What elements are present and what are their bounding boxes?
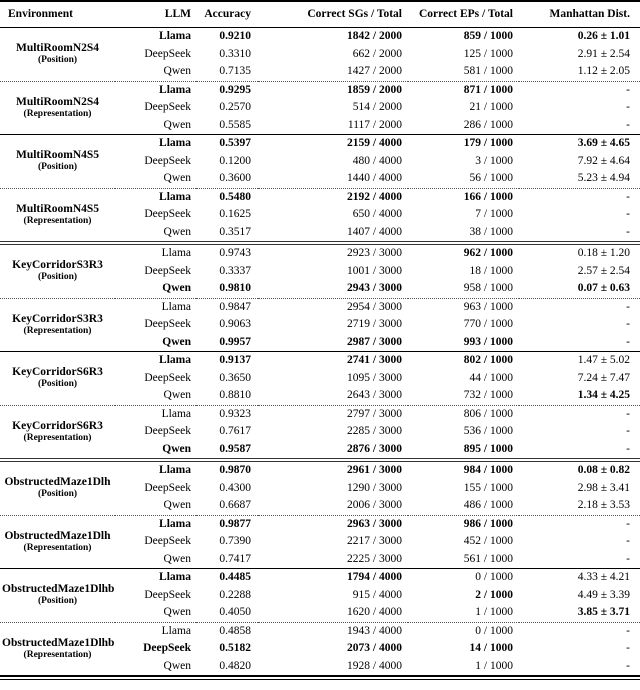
table-row [0, 515, 640, 533]
column-header-environment: Environment [0, 1, 115, 28]
environment-name: MultiRoomN2S4 [15, 95, 100, 108]
llm-cell: Llama [159, 517, 191, 530]
correct-sgs-cell: 2073 / 4000 [347, 642, 402, 654]
accuracy-cell: 0.2570 [219, 101, 251, 113]
correct-eps-cell: 44 / 1000 [469, 371, 513, 384]
correct-eps-cell: 21 / 1000 [469, 101, 513, 113]
llm-cell: Qwen [115, 658, 196, 677]
accuracy-cell: 0.3650 [219, 371, 251, 384]
header-row [0, 1, 640, 28]
correct-eps-cell: 958 / 1000 [408, 280, 519, 298]
correct-eps-cell: 286 / 1000 [408, 117, 519, 135]
environment-variant: (Position) [37, 489, 78, 500]
correct-sgs-cell: 650 / 4000 [352, 208, 402, 220]
manhattan-dist-cell: - [626, 535, 630, 547]
llm-cell: Qwen [115, 224, 196, 244]
manhattan-dist-cell: - [626, 517, 630, 530]
correct-eps-cell: 536 / 1000 [463, 425, 513, 437]
accuracy-cell: 0.9295 [219, 83, 251, 96]
llm-cell: Qwen [115, 63, 196, 81]
llm-cell: Llama [159, 137, 191, 149]
table-row [0, 188, 640, 206]
accuracy-cell: 0.4858 [219, 624, 251, 637]
environment-variant: (Representation) [23, 215, 92, 226]
environment-name: KeyCorridorS6R3 [12, 366, 103, 379]
correct-eps-cell: 38 / 1000 [408, 224, 519, 244]
environment-name: KeyCorridorS6R3 [12, 419, 103, 432]
environment-name: ObstructedMaze1Dlhb [2, 636, 115, 649]
manhattan-dist-cell: - [519, 224, 640, 244]
manhattan-dist-cell: 0.26 ± 1.01 [577, 30, 630, 42]
correct-sgs-cell: 2643 / 3000 [258, 387, 408, 405]
correct-eps-cell: 18 / 1000 [469, 264, 513, 277]
correct-sgs-cell: 1620 / 4000 [258, 604, 408, 622]
correct-sgs-cell: 2923 / 3000 [347, 247, 402, 259]
llm-cell: Qwen [115, 387, 196, 405]
environment-cell [0, 298, 115, 352]
accuracy-cell: 0.5182 [219, 642, 251, 654]
environment-name: ObstructedMaze1Dlh [4, 529, 111, 542]
bottom-rule [0, 679, 640, 680]
llm-cell: Qwen [115, 441, 196, 461]
correct-sgs-cell: 2943 / 3000 [258, 280, 408, 298]
llm-cell: DeepSeek [144, 154, 191, 167]
correct-sgs-cell: 1928 / 4000 [258, 658, 408, 677]
accuracy-cell: 0.3337 [219, 264, 251, 277]
accuracy-cell: 0.9810 [196, 280, 258, 298]
correct-eps-cell: 859 / 1000 [463, 30, 513, 42]
environment-cell [0, 81, 115, 135]
llm-cell: Qwen [115, 117, 196, 135]
llm-cell: DeepSeek [144, 588, 191, 601]
environment-variant: (Representation) [23, 542, 92, 553]
llm-cell: Qwen [115, 604, 196, 622]
correct-sgs-cell: 2741 / 3000 [347, 354, 402, 366]
environment-cell [0, 135, 115, 189]
manhattan-dist-cell: - [519, 117, 640, 135]
manhattan-dist-cell: 2.98 ± 3.41 [577, 481, 630, 494]
llm-cell: Qwen [115, 280, 196, 298]
table-row [0, 298, 640, 316]
manhattan-dist-cell: - [519, 334, 640, 352]
column-header-accuracy: Accuracy [196, 1, 258, 28]
table-row [0, 622, 640, 640]
accuracy-cell: 0.8810 [196, 387, 258, 405]
accuracy-cell: 0.9323 [219, 407, 251, 420]
correct-sgs-cell: 2285 / 3000 [347, 425, 402, 437]
correct-sgs-cell: 2217 / 3000 [347, 535, 402, 547]
correct-sgs-cell: 2963 / 3000 [347, 517, 402, 530]
correct-eps-cell: 895 / 1000 [408, 441, 519, 461]
accuracy-cell: 0.5480 [219, 190, 251, 203]
accuracy-cell: 0.9587 [196, 441, 258, 461]
accuracy-cell: 0.9877 [219, 517, 251, 530]
environment-name: MultiRoomN4S5 [15, 202, 100, 215]
correct-sgs-cell: 1842 / 2000 [347, 30, 402, 42]
accuracy-cell: 0.7417 [196, 551, 258, 569]
correct-eps-cell: 56 / 1000 [408, 170, 519, 188]
llm-cell: DeepSeek [144, 208, 191, 220]
manhattan-dist-cell: - [626, 425, 630, 437]
correct-eps-cell: 7 / 1000 [475, 208, 513, 220]
table-row [0, 243, 640, 263]
correct-eps-cell: 179 / 1000 [463, 137, 513, 149]
accuracy-cell: 0.9063 [219, 318, 251, 330]
llm-cell: DeepSeek [144, 101, 191, 113]
manhattan-dist-cell: 1.12 ± 2.05 [519, 63, 640, 81]
llm-cell: Qwen [115, 497, 196, 515]
llm-cell: DeepSeek [144, 535, 191, 547]
environment-variant: (Position) [37, 162, 78, 173]
manhattan-dist-cell: - [626, 300, 630, 313]
accuracy-cell: 0.9847 [219, 300, 251, 313]
accuracy-cell: 0.1200 [219, 154, 251, 167]
correct-sgs-cell: 514 / 2000 [352, 101, 402, 113]
llm-cell: Llama [161, 247, 191, 259]
correct-sgs-cell: 480 / 4000 [352, 154, 402, 167]
correct-eps-cell: 871 / 1000 [463, 83, 513, 96]
accuracy-cell: 0.3517 [196, 224, 258, 244]
table-row [0, 135, 640, 153]
correct-sgs-cell: 915 / 4000 [352, 588, 402, 601]
correct-sgs-cell: 1859 / 2000 [347, 83, 402, 96]
environment-variant: (Position) [37, 55, 78, 66]
llm-cell: Llama [159, 354, 191, 366]
correct-eps-cell: 155 / 1000 [463, 481, 513, 494]
correct-sgs-cell: 2876 / 3000 [258, 441, 408, 461]
llm-cell: Qwen [115, 334, 196, 352]
llm-cell: DeepSeek [144, 371, 191, 384]
environment-cell [0, 188, 115, 243]
accuracy-cell: 0.6687 [196, 497, 258, 515]
environment-cell [0, 243, 115, 298]
environment-variant: (Position) [37, 272, 78, 283]
environment-name: MultiRoomN4S5 [15, 149, 100, 162]
manhattan-dist-cell: 7.92 ± 4.64 [577, 154, 630, 167]
accuracy-cell: 0.7135 [196, 63, 258, 81]
accuracy-cell: 0.9870 [219, 464, 251, 476]
accuracy-cell: 0.9743 [219, 247, 251, 259]
manhattan-dist-cell: - [626, 101, 630, 113]
llm-cell: DeepSeek [144, 318, 191, 330]
environment-cell [0, 515, 115, 569]
manhattan-dist-cell: - [626, 642, 630, 654]
environment-variant: (Representation) [23, 649, 92, 660]
correct-eps-cell: 986 / 1000 [463, 517, 513, 530]
manhattan-dist-cell: 3.69 ± 4.65 [577, 137, 630, 149]
environment-cell [0, 460, 115, 515]
environment-variant: (Position) [37, 596, 78, 607]
correct-eps-cell: 3 / 1000 [475, 154, 513, 167]
llm-cell: Llama [159, 190, 191, 203]
llm-cell: DeepSeek [144, 481, 191, 494]
correct-sgs-cell: 662 / 2000 [352, 47, 402, 60]
correct-sgs-cell: 2719 / 3000 [347, 318, 402, 330]
llm-cell: Llama [161, 624, 191, 637]
column-header-correct-eps: Correct EPs / Total [408, 1, 519, 28]
manhattan-dist-cell: - [519, 551, 640, 569]
correct-sgs-cell: 2987 / 3000 [258, 334, 408, 352]
table-row [0, 405, 640, 423]
llm-cell: Llama [159, 571, 191, 583]
manhattan-dist-cell: - [626, 624, 630, 637]
correct-sgs-cell: 1117 / 2000 [258, 117, 408, 135]
correct-sgs-cell: 2192 / 4000 [347, 190, 402, 203]
manhattan-dist-cell: 1.47 ± 5.02 [577, 354, 630, 366]
manhattan-dist-cell: 0.07 ± 0.63 [519, 280, 640, 298]
llm-cell: Llama [159, 30, 191, 42]
correct-eps-cell: 802 / 1000 [463, 354, 513, 366]
table-row [0, 81, 640, 99]
accuracy-cell: 0.2288 [219, 588, 251, 601]
accuracy-cell: 0.9210 [219, 30, 251, 42]
manhattan-dist-cell: - [519, 441, 640, 461]
correct-eps-cell: 561 / 1000 [408, 551, 519, 569]
table-body [0, 28, 640, 677]
accuracy-cell: 0.7390 [219, 535, 251, 547]
table-row [0, 460, 640, 480]
correct-eps-cell: 581 / 1000 [408, 63, 519, 81]
correct-eps-cell: 14 / 1000 [469, 642, 513, 654]
llm-cell: Qwen [115, 170, 196, 188]
correct-eps-cell: 125 / 1000 [463, 47, 513, 60]
correct-sgs-cell: 1794 / 4000 [347, 571, 402, 583]
accuracy-cell: 0.4485 [219, 571, 251, 583]
correct-eps-cell: 984 / 1000 [463, 464, 513, 476]
environment-cell [0, 405, 115, 460]
manhattan-dist-cell: - [626, 208, 630, 220]
correct-eps-cell: 2 / 1000 [475, 588, 513, 601]
llm-cell: DeepSeek [144, 47, 191, 60]
column-header-manhattan-dist: Manhattan Dist. [519, 1, 640, 28]
manhattan-dist-cell: 2.91 ± 2.54 [577, 47, 630, 60]
environment-variant: (Representation) [23, 432, 92, 443]
correct-eps-cell: 166 / 1000 [463, 190, 513, 203]
environment-cell [0, 28, 115, 82]
manhattan-dist-cell: - [519, 658, 640, 677]
llm-cell: Llama [161, 407, 191, 420]
manhattan-dist-cell: 7.24 ± 7.47 [577, 371, 630, 384]
correct-eps-cell: 0 / 1000 [475, 571, 513, 583]
correct-eps-cell: 962 / 1000 [463, 247, 513, 259]
llm-cell: Qwen [115, 551, 196, 569]
manhattan-dist-cell: - [626, 318, 630, 330]
manhattan-dist-cell: 4.49 ± 3.39 [577, 588, 630, 601]
environment-cell [0, 622, 115, 676]
manhattan-dist-cell: - [626, 83, 630, 96]
environment-variant: (Representation) [23, 108, 92, 119]
correct-sgs-cell: 1943 / 4000 [347, 624, 402, 637]
correct-eps-cell: 452 / 1000 [463, 535, 513, 547]
llm-cell: DeepSeek [144, 425, 191, 437]
correct-eps-cell: 770 / 1000 [463, 318, 513, 330]
accuracy-cell: 0.3600 [196, 170, 258, 188]
table-row [0, 569, 640, 587]
manhattan-dist-cell: 4.33 ± 4.21 [577, 571, 630, 583]
correct-eps-cell: 1 / 1000 [408, 658, 519, 677]
manhattan-dist-cell: 2.18 ± 3.53 [519, 497, 640, 515]
environment-name: MultiRoomN2S4 [15, 42, 100, 55]
manhattan-dist-cell: 2.57 ± 2.54 [577, 264, 630, 277]
correct-eps-cell: 993 / 1000 [408, 334, 519, 352]
environment-name: ObstructedMaze1Dlh [4, 476, 111, 489]
correct-sgs-cell: 2225 / 3000 [258, 551, 408, 569]
accuracy-cell: 0.4050 [196, 604, 258, 622]
environment-variant: (Representation) [23, 325, 92, 336]
accuracy-cell: 0.1625 [219, 208, 251, 220]
manhattan-dist-cell: 3.85 ± 3.71 [519, 604, 640, 622]
accuracy-cell: 0.9137 [219, 354, 251, 366]
correct-sgs-cell: 2961 / 3000 [347, 464, 402, 476]
table-row [0, 352, 640, 370]
manhattan-dist-cell: 1.34 ± 4.25 [519, 387, 640, 405]
environment-name: KeyCorridorS3R3 [12, 312, 103, 325]
llm-cell: Llama [161, 300, 191, 313]
correct-sgs-cell: 2797 / 3000 [347, 407, 402, 420]
accuracy-cell: 0.4300 [219, 481, 251, 494]
table-row [0, 28, 640, 46]
correct-sgs-cell: 2954 / 3000 [347, 300, 402, 313]
accuracy-cell: 0.5585 [196, 117, 258, 135]
manhattan-dist-cell: 0.18 ± 1.20 [577, 247, 630, 259]
correct-sgs-cell: 1001 / 3000 [347, 264, 402, 277]
manhattan-dist-cell: - [626, 407, 630, 420]
correct-eps-cell: 963 / 1000 [463, 300, 513, 313]
manhattan-dist-cell: - [626, 190, 630, 203]
correct-eps-cell: 806 / 1000 [463, 407, 513, 420]
correct-sgs-cell: 1407 / 4000 [258, 224, 408, 244]
correct-sgs-cell: 1440 / 4000 [258, 170, 408, 188]
correct-sgs-cell: 1095 / 3000 [347, 371, 402, 384]
environment-cell [0, 352, 115, 406]
environment-cell [0, 569, 115, 623]
llm-cell: Llama [159, 83, 191, 96]
environment-name: KeyCorridorS3R3 [12, 259, 103, 272]
llm-cell: Llama [159, 464, 191, 476]
correct-sgs-cell: 1427 / 2000 [258, 63, 408, 81]
correct-eps-cell: 732 / 1000 [408, 387, 519, 405]
column-header-llm: LLM [115, 1, 196, 28]
manhattan-dist-cell: 5.23 ± 4.94 [519, 170, 640, 188]
table-header [0, 1, 640, 28]
correct-sgs-cell: 2159 / 4000 [347, 137, 402, 149]
correct-eps-cell: 486 / 1000 [408, 497, 519, 515]
correct-sgs-cell: 1290 / 3000 [347, 481, 402, 494]
accuracy-cell: 0.9957 [196, 334, 258, 352]
accuracy-cell: 0.3310 [219, 47, 251, 60]
manhattan-dist-cell: 0.08 ± 0.82 [577, 464, 630, 476]
accuracy-cell: 0.5397 [219, 137, 251, 149]
accuracy-cell: 0.4820 [196, 658, 258, 677]
accuracy-cell: 0.7617 [219, 425, 251, 437]
llm-cell: DeepSeek [143, 642, 191, 654]
environment-variant: (Position) [37, 379, 78, 390]
column-header-correct-sgs: Correct SGs / Total [258, 1, 408, 28]
environment-name: ObstructedMaze1Dlhb [2, 583, 115, 596]
correct-eps-cell: 1 / 1000 [408, 604, 519, 622]
llm-cell: DeepSeek [144, 264, 191, 277]
correct-sgs-cell: 2006 / 3000 [258, 497, 408, 515]
correct-eps-cell: 0 / 1000 [475, 624, 513, 637]
